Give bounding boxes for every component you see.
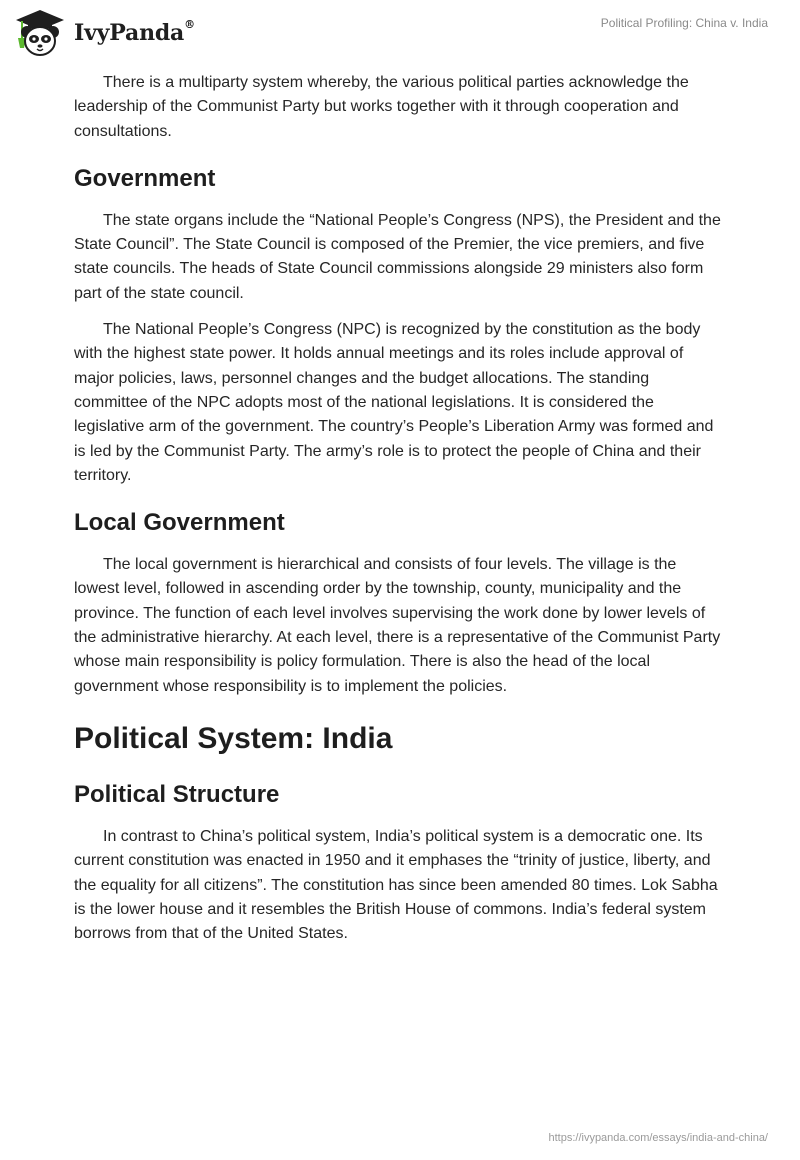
paragraph-npc: The National People’s Congress (NPC) is recognized by the constitution as the body with the highest state power. It holds annual meetings and its roles include approval of major policies, laws, personnel changes and the budget allocations. The standing committee of the NPC adopts most of the national legislations. It is considered the legislative arm of the government. The country’s People’s Liberation Army was formed and is led by the Communist Party. The army’s role is to protect the people of China and their territory.	[74, 321, 714, 484]
heading-local-government: Local Government	[74, 509, 285, 537]
source-url-link[interactable]: https://ivypanda.com/essays/india-and-china/	[548, 1132, 768, 1144]
essay-content	[74, 71, 726, 958]
paragraph-state-organs: The state organs include the “National People’s Congress (NPS), the President and the State Council”. The State Council is composed of the Premier, the vice premiers, and five state councils. The heads of State Council commissions alongside 29 ministers also form part of the state council.	[74, 211, 721, 302]
document-title: Political Profiling: China v. India	[600, 16, 768, 30]
panda-graduate-icon	[14, 8, 66, 58]
paragraph-multiparty: There is a multiparty system whereby, the various political parties acknowledge the leadership of the Communist Party but works together with it through cooperation and consultations.	[74, 74, 689, 140]
page-header	[0, 0, 800, 70]
heading-political-system-india: Political System: India	[74, 721, 393, 755]
ivypanda-logo[interactable]	[14, 8, 195, 58]
logo-text: IvyPanda®	[74, 18, 195, 46]
heading-political-structure: Political Structure	[74, 780, 280, 808]
heading-government: Government	[74, 164, 216, 192]
paragraph-india-structure: In contrast to China’s political system, India’s political system is a democratic one. Its current constitution was enacted in 1950 and it emphases the “trinity of justice, liberty, and the equality for all citizens”. The constitution has since been amended 80 times. Lok Sabha is the lower house and it resembles the British House of commons. India’s federal system borrows from that of the United States.	[74, 827, 718, 943]
paragraph-local-government: The local government is hierarchical and consists of four levels. The village is the lowest level, followed in ascending order by the township, county, municipality and the province. The function of each level involves supervising the work done by lower levels of the administrative hierarchy. At each level, there is a representative of the Communist Party whose main responsibility is policy formulation. There is also the head of the local government whose responsibility is to implement the policies.	[74, 556, 721, 695]
